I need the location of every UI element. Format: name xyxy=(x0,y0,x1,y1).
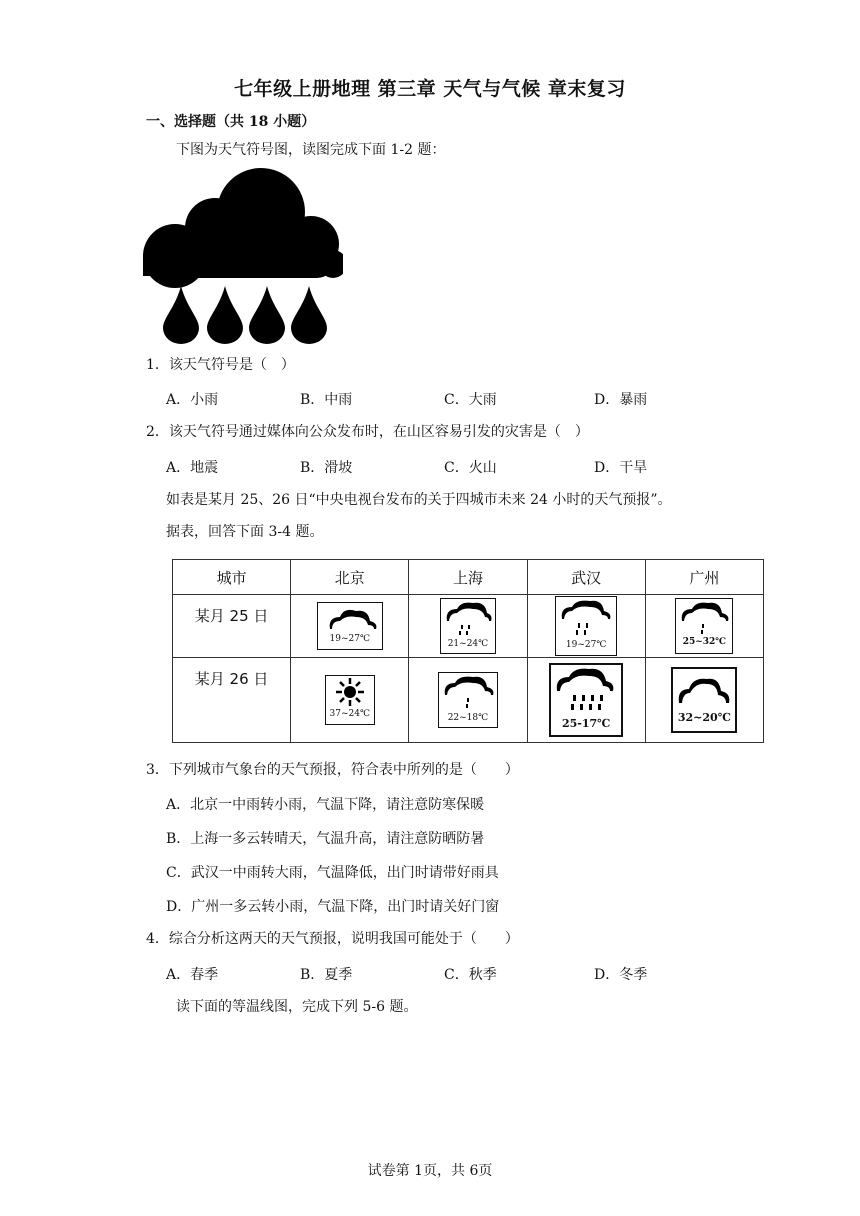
section-heading: 一、选择题（共 18 小题） xyxy=(146,114,316,130)
question-3-option-d[interactable]: D．广州一多云转小雨，气温下降，出门时请关好门窗 xyxy=(166,899,500,915)
table-header-shanghai: 上海 xyxy=(409,560,527,595)
table-cell xyxy=(409,595,527,658)
question-2-stem: 2．该天气符号通过媒体向公众发布时，在山区容易引发的灾害是（ ） xyxy=(146,424,589,440)
page-title: 七年级上册地理 第三章 天气与气候 章末复习 xyxy=(234,78,626,100)
question-3-option-a[interactable]: A．北京一中雨转小雨，气温下降，请注意防寒保暖 xyxy=(166,797,485,813)
temp-text: 22~18℃ xyxy=(447,713,489,723)
light-rain-icon xyxy=(440,598,496,654)
temp-text: 21~24℃ xyxy=(447,639,489,649)
question-1-option-c[interactable]: C．大雨 xyxy=(444,392,497,408)
table-row-label-26: 某月 26 日 xyxy=(173,658,291,743)
table-header-city: 城市 xyxy=(173,560,291,595)
table-header-beijing: 北京 xyxy=(291,560,409,595)
question-1-option-a[interactable]: A．小雨 xyxy=(166,392,219,408)
question-2-option-b[interactable]: B．滑坡 xyxy=(300,460,353,476)
cloudy-icon xyxy=(317,602,383,650)
table-cell xyxy=(291,658,409,743)
question-3-option-b[interactable]: B．上海一多云转晴天，气温升高，请注意防晒防暑 xyxy=(166,831,485,847)
question-2-option-d[interactable]: D．干旱 xyxy=(594,460,648,476)
question-3-option-c[interactable]: C．武汉一中雨转大雨，气温降低，出门时请带好雨具 xyxy=(166,865,499,881)
light-rain-icon xyxy=(675,598,733,654)
intro-q1-2: 下图为天气符号图，读图完成下面 1-2 题： xyxy=(176,142,446,158)
table-cell xyxy=(527,658,645,743)
intro-q3-4-line1: 如表是某月 25、26 日“中央电视台发布的关于四城市未来 24 小时的天气预报”。 xyxy=(166,492,672,508)
question-4-option-b[interactable]: B．夏季 xyxy=(300,967,353,983)
light-rain-icon xyxy=(438,672,498,728)
table-cell xyxy=(409,658,527,743)
table-cell xyxy=(645,595,763,658)
temp-text: 37~24℃ xyxy=(329,709,371,719)
question-2-option-a[interactable]: A．地震 xyxy=(166,460,219,476)
temp-text: 19~27℃ xyxy=(329,634,371,644)
table-header-wuhan: 武汉 xyxy=(527,560,645,595)
heavy-rain-icon xyxy=(549,663,623,737)
table-cell xyxy=(645,658,763,743)
page-footer: 试卷第 1页，共 6页 xyxy=(367,1163,493,1179)
moderate-rain-icon xyxy=(555,596,617,656)
intro-q5-6: 读下面的等温线图，完成下列 5-6 题。 xyxy=(176,999,418,1015)
sunny-icon xyxy=(325,675,375,725)
intro-q3-4-line2: 据表，回答下面 3-4 题。 xyxy=(166,524,324,540)
question-4-stem: 4．综合分析这两天的天气预报，说明我国可能处于（ ） xyxy=(146,931,519,947)
temp-text: 25~32℃ xyxy=(682,637,727,647)
temp-text: 25-17℃ xyxy=(561,717,611,730)
question-2-option-c[interactable]: C．火山 xyxy=(444,460,497,476)
question-4-option-a[interactable]: A．春季 xyxy=(166,967,219,983)
table-cell xyxy=(291,595,409,658)
table-cell xyxy=(527,595,645,658)
question-1-stem: 1．该天气符号是（ ） xyxy=(146,357,295,373)
weather-forecast-table xyxy=(172,559,764,743)
temp-text: 19~27℃ xyxy=(565,640,607,650)
heavy-rain-symbol-icon xyxy=(143,168,343,346)
table-header-guangzhou: 广州 xyxy=(645,560,763,595)
question-4-option-c[interactable]: C．秋季 xyxy=(444,967,497,983)
question-1-option-b[interactable]: B．中雨 xyxy=(300,392,353,408)
question-4-option-d[interactable]: D．冬季 xyxy=(594,967,648,983)
temp-text: 32~20℃ xyxy=(677,711,731,724)
question-3-stem: 3．下列城市气象台的天气预报，符合表中所列的是（ ） xyxy=(146,762,519,778)
table-row-label-25: 某月 25 日 xyxy=(173,595,291,658)
question-1-option-d[interactable]: D．暴雨 xyxy=(594,392,648,408)
cloudy-icon xyxy=(671,667,737,733)
